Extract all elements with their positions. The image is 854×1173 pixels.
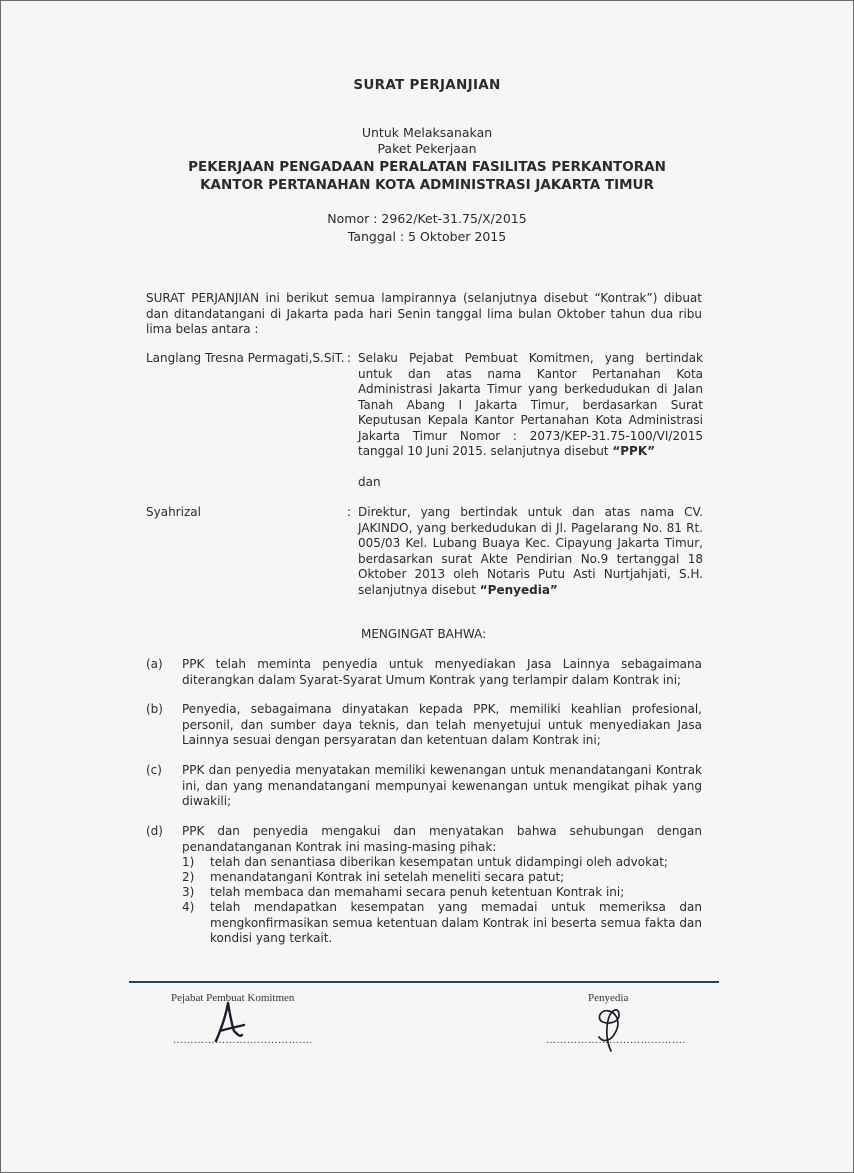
left-signature-line: …………………………………. xyxy=(173,1035,313,1046)
party1-name: Langlang Tresna Permagati,S.SiT. xyxy=(146,351,345,365)
opening-paragraph: SURAT PERJANJIAN ini berikut semua lampirannya (selanjutnya disebut “Kontrak”) dibuat dan ditandatangani di Jakarta pada hari Senin tanggal lima bulan Oktober tahun dua ribu lima belas antara : xyxy=(146,291,702,336)
intro-line-1: Untuk Melaksanakan xyxy=(361,125,493,140)
right-signature-mark xyxy=(591,1003,631,1055)
party2-colon: : xyxy=(347,505,352,519)
project-title-1: PEKERJAAN PENGADAAN PERALATAN FASILITAS PERKANTORAN xyxy=(188,159,666,175)
and-word: dan xyxy=(358,475,381,489)
subitem-1-num: 1) xyxy=(182,855,195,869)
recital-c-text: PPK dan penyedia menyatakan memiliki kewenangan untuk menandatangani Kontrak ini, dan yang menandatangani mempunyai kewenangan untuk mengikat pihak yang diwakili; xyxy=(182,763,702,808)
footer-rule xyxy=(129,981,719,983)
contract-date: Tanggal : 5 Oktober 2015 xyxy=(347,229,507,244)
subitem-3-text: telah membaca dan memahami secara penuh ketentuan Kontrak ini; xyxy=(210,885,625,899)
intro-line-2: Paket Pekerjaan xyxy=(377,141,477,156)
recital-a-text: PPK telah meminta penyedia untuk menyediakan Jasa Lainnya sebagaimana diterangkan dalam Syarat-Syarat Umum Kontrak yang terlampir dalam Kontrak ini; xyxy=(182,657,702,687)
party2-desc-text: Direktur, yang bertindak untuk dan atas nama CV. JAKINDO, yang berkedudukan di Jl. Pagelarang No. 81 Rt. 005/03 Kel. Lubang Buaya Kec. Cipayung Jakarta Timur, berdasarkan surat Akte Pendirian No.9 tertanggal 18 Oktober 2013 oleh Notaris Putu Asti Nurtjahjati, S.H. selanjutnya disebut xyxy=(358,505,703,597)
party2-alias: “Penyedia” xyxy=(479,582,558,597)
recital-b-text: Penyedia, sebagaimana dinyatakan kepada PPK, memiliki keahlian profesional, personil, dan sumber daya teknis, dan telah menyetujui untuk menyediakan Jasa Lainnya sesuai dengan persyaratan dan ketentuan dalam Kontrak ini; xyxy=(182,702,702,747)
recital-d-mark: (d) xyxy=(146,824,163,838)
party1-alias: “PPK” xyxy=(612,444,656,458)
right-signatory-label: Penyedia xyxy=(588,992,629,1004)
document-title: SURAT PERJANJIAN xyxy=(353,77,501,93)
subitem-4-num: 4) xyxy=(182,900,195,914)
recital-d-text: PPK dan penyedia mengakui dan menyatakan bahwa sehubungan dengan penandatanganan Kontrak ini masing-masing pihak: xyxy=(182,824,702,854)
recitals-heading: MENGINGAT BAHWA: xyxy=(361,627,487,641)
party2-name: Syahrizal xyxy=(146,505,201,519)
party1-colon: : xyxy=(347,351,352,365)
contract-number: Nomor : 2962/Ket-31.75/X/2015 xyxy=(327,211,527,226)
recital-c-mark: (c) xyxy=(146,763,162,777)
subitem-1-text: telah dan senantiasa diberikan kesempatan untuk didampingi oleh advokat; xyxy=(210,855,668,869)
recital-a-mark: (a) xyxy=(146,657,163,671)
party1-description xyxy=(358,351,703,460)
subitem-2-num: 2) xyxy=(182,870,195,884)
party2-description xyxy=(358,505,703,598)
subitem-3-num: 3) xyxy=(182,885,195,899)
project-title-2: KANTOR PERTANAHAN KOTA ADMINISTRASI JAKARTA TIMUR xyxy=(200,177,654,193)
subitem-2-text: menandatangani Kontrak ini setelah meneliti secara patut; xyxy=(210,870,565,884)
party1-desc-text: Selaku Pejabat Pembuat Komitmen, yang bertindak untuk dan atas nama Kantor Pertanahan Kota Administrasi Jakarta Timur yang berkedudukan di Jalan Tanah Abang I Jakarta Timur, berdasarkan Surat Keputusan Kepala Kantor Pertanahan Kota Administrasi Jakarta Timur Nomor : 2073/KEP-31.75-100/VI/2015 tanggal 10 Juni 2015. selanjutnya disebut xyxy=(358,351,703,458)
recital-b-mark: (b) xyxy=(146,702,163,716)
left-signatory-label: Pejabat Pembuat Komitmen xyxy=(171,992,295,1004)
subitem-4-text: telah mendapatkan kesempatan yang memadai untuk memeriksa dan mengkonfirmasikan semua ketentuan dalam Kontrak ini beserta semua fakta dan kondisi yang terkait. xyxy=(210,900,702,945)
right-signature-line: …………………………………. xyxy=(546,1035,686,1046)
